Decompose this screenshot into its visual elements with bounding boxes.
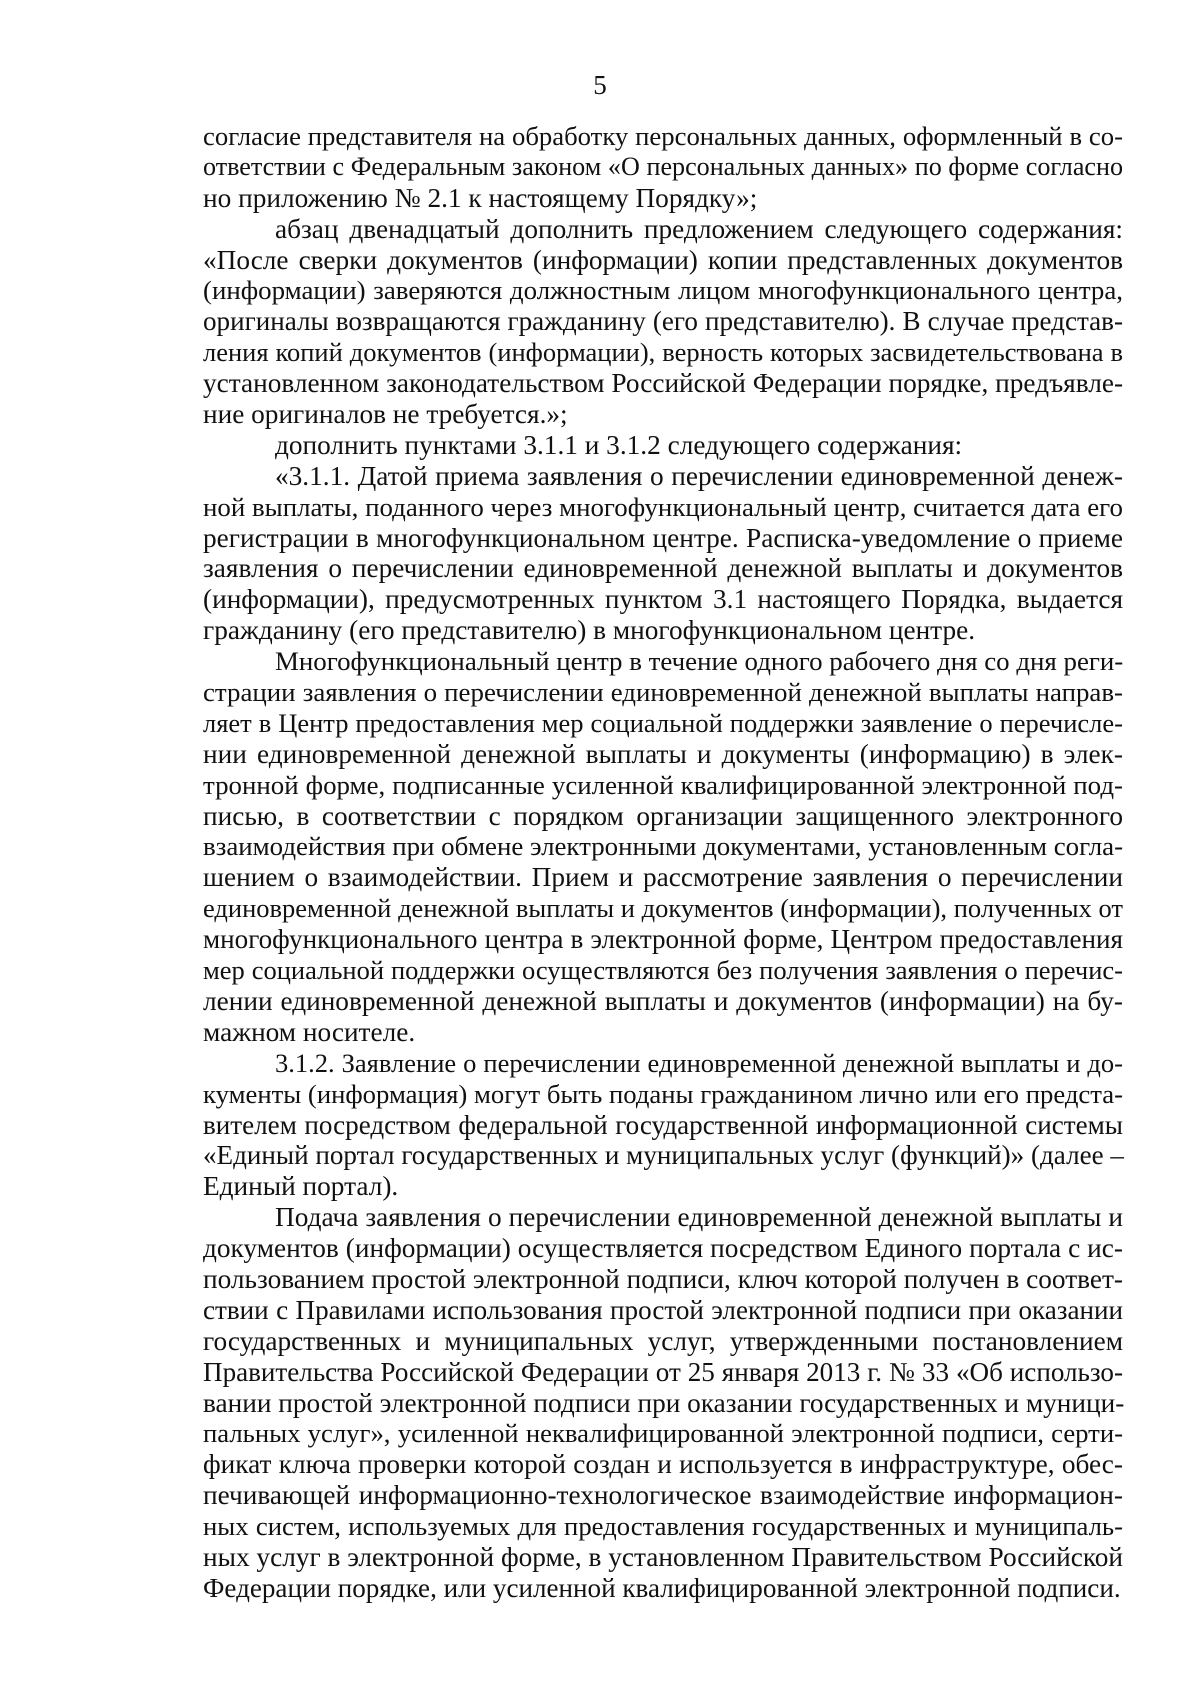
text-line: ных систем, используемых для предоставления государственных и муниципаль- <box>203 1511 1123 1542</box>
text-line: ления копий документов (информации), верность которых засвидетельствована в <box>203 337 1123 368</box>
document-body <box>203 121 1123 1604</box>
text-line: согласие представителя на обработку персональных данных, оформленный в со- <box>203 121 1123 151</box>
text-line: ответствии с Федеральным законом «О персональных данных» по форме согласно <box>203 151 1123 181</box>
text-line: фикат ключа проверки которой создан и используется в инфраструктуре, обес- <box>203 1449 1123 1480</box>
paragraph-first-line: «3.1.1. Датой приема заявления о перечислении единовременной денеж- <box>275 460 1123 491</box>
text-line: тронной форме, подписанные усиленной квалифицированной электронной под- <box>203 769 1123 800</box>
text-line: ние оригиналов не требуется.»; <box>203 399 568 430</box>
text-line: Правительства Российской Федерации от 25 января 2013 г. № 33 «Об использо- <box>203 1356 1123 1387</box>
text-line: ной выплаты, поданного через многофункциональный центр, считается дата его <box>203 491 1123 522</box>
text-line: заявления о перечислении единовременной денежной выплаты и документов <box>203 553 1123 584</box>
text-line: мер социальной поддержки осуществляются без получения заявления о перечис- <box>203 955 1123 986</box>
paragraph-first-line: Многофункциональный центр в течение одного рабочего дня со дня реги- <box>275 646 1124 677</box>
text-line: ляет в Центр предоставления мер социальной поддержки заявление о перечисле- <box>203 707 1123 738</box>
text-line: нии единовременной денежной выплаты и документы (информацию) в элек- <box>203 738 1123 769</box>
text-line: оригиналы возвращаются гражданину (его представителю). В случае представ- <box>203 306 1123 337</box>
text-line: печивающей информационно-технологическое взаимодействие информацион- <box>203 1480 1123 1511</box>
text-line: шением о взаимодействии. Прием и рассмотрение заявления о перечислении <box>203 862 1123 893</box>
paragraph-first-line: 3.1.2. Заявление о перечислении единовременной денежной выплаты и до- <box>275 1047 1123 1078</box>
text-line: (информации) заверяются должностным лицом многофункционального центра, <box>203 275 1123 306</box>
text-line: лении единовременной денежной выплаты и документов (информации) на бу- <box>203 985 1123 1016</box>
text-line: страции заявления о перечислении единовременной денежной выплаты направ- <box>203 677 1123 708</box>
text-line: писью, в соответствии с порядком организации защищенного электронного <box>203 800 1123 831</box>
text-line: ных услуг в электронной форме, в установленном Правительством Российской <box>203 1541 1123 1572</box>
paragraph-first-line: абзац двенадцатый дополнить предложением следующего содержания: <box>275 213 1123 244</box>
text-line: «После сверки документов (информации) копии представленных документов <box>203 244 1123 275</box>
text-line: кументы (информация) могут быть поданы гражданином лично или его предста- <box>203 1078 1123 1109</box>
paragraph-first-line: дополнить пунктами 3.1.1 и 3.1.2 следующего содержания: <box>275 429 963 460</box>
page-number: 5 <box>593 70 607 100</box>
text-line: единовременной денежной выплаты и документов (информации), полученных от <box>203 893 1123 924</box>
text-line: регистрации в многофункциональном центре. Расписка-уведомление о приеме <box>203 522 1123 553</box>
text-line: взаимодействия при обмене электронными документами, установленным согла- <box>203 831 1124 862</box>
text-line: пользованием простой электронной подписи, ключ которой получен в соответ- <box>203 1263 1123 1294</box>
text-line: документов (информации) осуществляется посредством Единого портала с ис- <box>203 1233 1123 1264</box>
text-line: Единый портал). <box>203 1171 399 1202</box>
text-line: многофункционального центра в электронной форме, Центром предоставления <box>203 924 1123 955</box>
text-line: установленном законодательством Российской Федерации порядке, предъявле- <box>203 368 1124 399</box>
text-line: государственных и муниципальных услуг, утвержденными постановлением <box>203 1325 1123 1356</box>
text-line: Федерации порядке, или усиленной квалифицированной электронной подписи. <box>203 1572 1121 1603</box>
text-line: вителем посредством федеральной государственной информационной системы <box>203 1109 1123 1140</box>
text-line: (информации), предусмотренных пунктом 3.1 настоящего Порядка, выдается <box>203 584 1123 615</box>
text-line: гражданину (его представителю) в многофункциональном центре. <box>203 615 976 646</box>
paragraph-first-line: Подача заявления о перечислении единовременной денежной выплаты и <box>275 1202 1123 1233</box>
text-line: ствии с Правилами использования простой электронной подписи при оказании <box>203 1294 1123 1325</box>
text-line: «Единый портал государственных и муниципальных услуг (функций)» (далее – <box>203 1140 1124 1171</box>
text-line: пальных услуг», усиленной неквалифицированной электронной подписи, серти- <box>203 1418 1123 1449</box>
text-line: но приложению № 2.1 к настоящему Порядку»; <box>203 182 758 213</box>
text-line: вании простой электронной подписи при оказании государственных и муници- <box>203 1387 1125 1418</box>
text-line: мажном носителе. <box>203 1016 416 1047</box>
